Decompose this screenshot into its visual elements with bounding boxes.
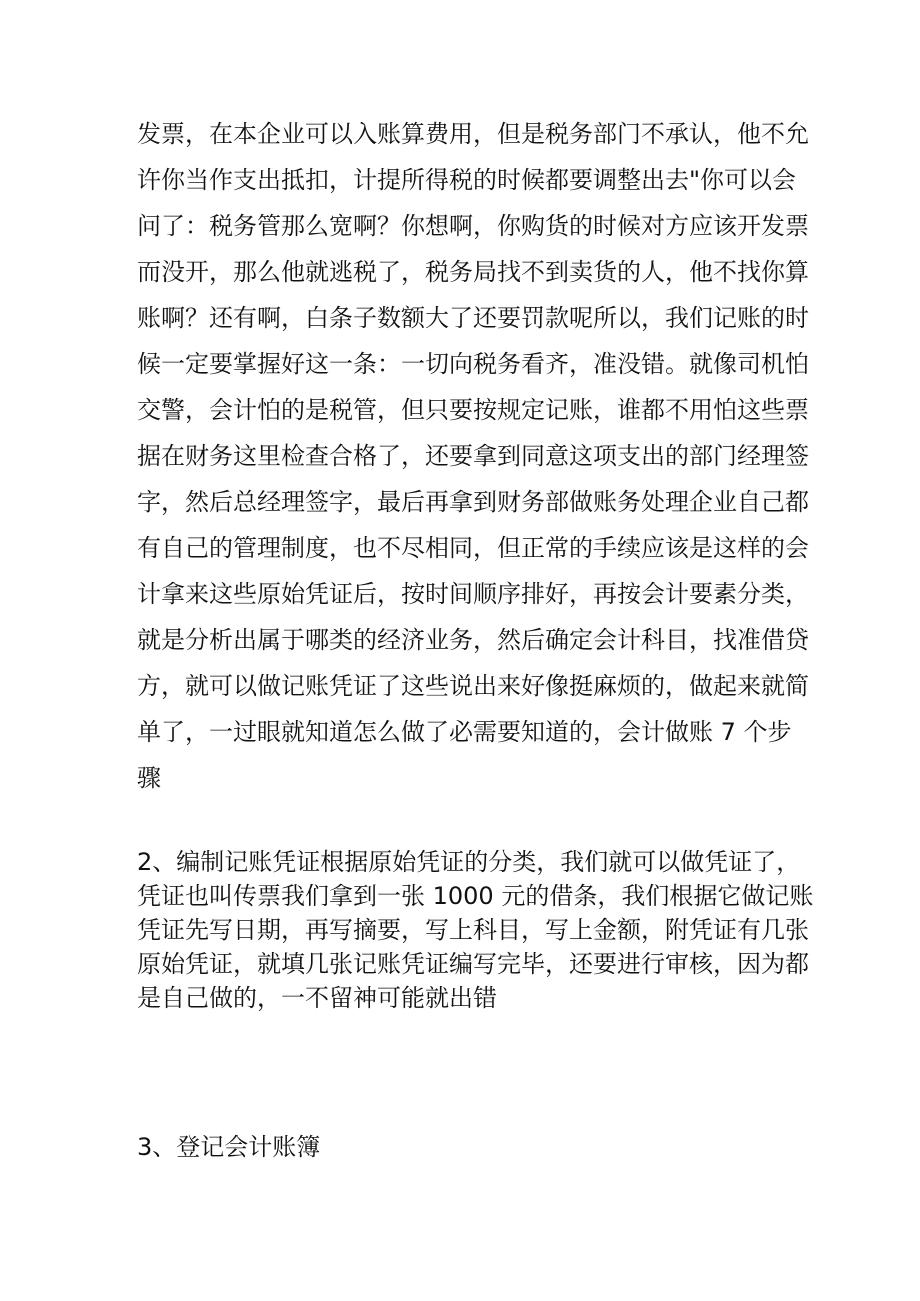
text-line: 问了：税务管那么宽啊？你想啊，你购货的时候对方应该开发票 — [137, 212, 809, 240]
text-line: 凭证也叫传票我们拿到一张 1000 元的借条，我们根据它做记账 — [137, 882, 814, 910]
text-line: 原始凭证，就填几张记账凭证编写完毕，还要进行审核，因为都 — [137, 950, 809, 978]
text-line: 方，就可以做记账凭证了这些说出来好像挺麻烦的，做起来就简 — [137, 672, 809, 700]
text-line: 而没开，那么他就逃税了，税务局找不到卖货的人，他不找你算 — [137, 258, 809, 286]
text-line: 账啊？还有啊，白条子数额大了还要罚款呢所以，我们记账的时 — [137, 304, 809, 332]
text-line: 有自己的管理制度，也不尽相同，但正常的手续应该是这样的会 — [137, 534, 809, 562]
text-line: 就是分析出属于哪类的经济业务，然后确定会计科目，找准借贷 — [137, 626, 809, 654]
body-paragraph-1 — [137, 111, 809, 801]
text-line: 是自己做的，一不留神可能就出错 — [137, 984, 497, 1012]
text-line: 凭证先写日期，再写摘要，写上科目，写上金额，附凭证有几张 — [137, 916, 809, 944]
text-line: 发票，在本企业可以入账算费用，但是税务部门不承认，他不允 — [137, 120, 809, 148]
text-line: 许你当作支出抵扣，计提所得税的时候都要调整出去"你可以会 — [137, 166, 797, 194]
section-2-heading-line: 2、编制记账凭证根据原始凭证的分类，我们就可以做凭证了， — [137, 848, 801, 876]
text-line: 候一定要掌握好这一条：一切向税务看齐，准没错。就像司机怕 — [137, 350, 809, 378]
text-line: 交警，会计怕的是税管，但只要按规定记账，谁都不用怕这些票 — [137, 396, 809, 424]
text-line: 计拿来这些原始凭证后，按时间顺序排好，再按会计要素分类， — [137, 580, 809, 608]
text-line: 字，然后总经理签字，最后再拿到财务部做账务处理企业自己都 — [137, 488, 809, 516]
section-3-heading: 3、登记会计账簿 — [137, 1133, 321, 1161]
text-line: 据在财务这里检查合格了，还要拿到同意这项支出的部门经理签 — [137, 442, 809, 470]
section-2-paragraph — [137, 845, 814, 1015]
text-line: 骤 — [137, 764, 161, 792]
text-line: 单了，一过眼就知道怎么做了必需要知道的，会计做账 7 个步 — [137, 718, 792, 746]
